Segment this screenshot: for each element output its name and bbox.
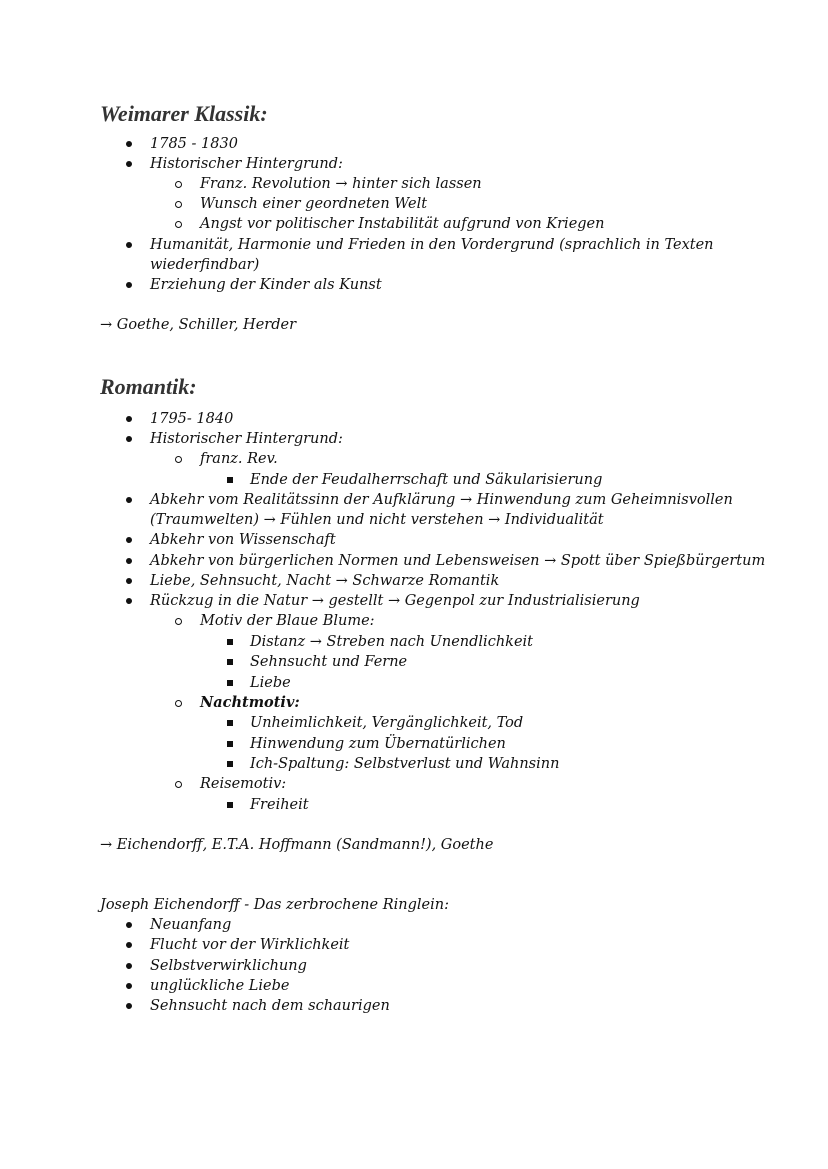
bullet-disc — [126, 537, 132, 543]
bullet-square — [227, 720, 233, 726]
list-item: Angst vor politischer Instabilität aufgrund von Kriegen — [200, 216, 605, 232]
bullet-square — [227, 477, 233, 483]
bullet-circle — [175, 221, 182, 228]
bullet-square — [227, 802, 233, 808]
list-item: Hinwendung zum Übernatürlichen — [250, 736, 506, 752]
list-item: Reisemotiv: — [200, 776, 287, 792]
list-item: Abkehr von bürgerlichen Normen und Lebensweisen → Spott über Spießbürgertum — [150, 553, 766, 569]
list-item: Wunsch einer geordneten Welt — [200, 196, 428, 212]
list-item: Freiheit — [250, 797, 309, 813]
bullet-square — [227, 659, 233, 665]
list-item: Motiv der Blaue Blume: — [200, 613, 375, 629]
list-item: Sehnsucht und Ferne — [250, 654, 408, 670]
list-item: Ende der Feudalherrschaft und Säkularisierung — [250, 472, 603, 488]
list-item: Historischer Hintergrund: — [150, 156, 343, 172]
list-item: Liebe, Sehnsucht, Nacht → Schwarze Romantik — [150, 573, 500, 589]
bullet-circle — [175, 181, 182, 188]
bullet-disc — [126, 922, 132, 928]
list-item: Abkehr vom Realitätssinn der Aufklärung → Hinwendung zum Geheimnisvollen — [150, 492, 733, 508]
subsection-title-eichendorff: Joseph Eichendorff - Das zerbrochene Ringlein: — [100, 897, 449, 913]
bullet-disc — [126, 416, 132, 422]
list-item: unglückliche Liebe — [150, 978, 290, 994]
list-item-continuation: wiederfindbar) — [150, 257, 260, 273]
bullet-disc — [126, 497, 132, 503]
list-item: 1785 - 1830 — [150, 136, 238, 152]
bullet-disc — [126, 598, 132, 604]
list-item: Neuanfang — [150, 917, 232, 933]
bullet-disc — [126, 942, 132, 948]
bullet-disc — [126, 963, 132, 969]
list-item: Abkehr von Wissenschaft — [150, 532, 336, 548]
bullet-circle — [175, 618, 182, 625]
section-heading-romantik: Romantik: — [100, 374, 197, 399]
authors-line: → Eichendorff, E.T.A. Hoffmann (Sandmann!), Goethe — [100, 837, 494, 853]
list-item: Rückzug in die Natur → gestellt → Gegenpol zur Industrialisierung — [150, 593, 640, 609]
list-item: Erziehung der Kinder als Kunst — [150, 277, 382, 293]
bullet-circle — [175, 201, 182, 208]
list-item: Selbstverwirklichung — [150, 958, 307, 974]
list-item: 1795- 1840 — [150, 411, 234, 427]
bullet-disc — [126, 282, 132, 288]
list-item: Distanz → Streben nach Unendlichkeit — [250, 634, 533, 650]
list-item: Historischer Hintergrund: — [150, 431, 343, 447]
bullet-disc — [126, 242, 132, 248]
bullet-disc — [126, 1003, 132, 1009]
bullet-disc — [126, 436, 132, 442]
bullet-circle — [175, 700, 182, 707]
bullet-square — [227, 761, 233, 767]
bullet-circle — [175, 781, 182, 788]
list-item: Humanität, Harmonie und Frieden in den Vordergrund (sprachlich in Texten — [150, 237, 714, 253]
list-item: franz. Rev. — [200, 451, 278, 467]
bullet-disc — [126, 983, 132, 989]
list-item: Unheimlichkeit, Vergänglichkeit, Tod — [250, 715, 524, 731]
bullet-square — [227, 741, 233, 747]
bullet-circle — [175, 456, 182, 463]
list-item: Liebe — [250, 675, 291, 691]
bullet-disc — [126, 558, 132, 564]
list-item: Sehnsucht nach dem schaurigen — [150, 998, 390, 1014]
bullet-disc — [126, 578, 132, 584]
list-item-bold: Nachtmotiv: — [200, 694, 300, 711]
list-item: Flucht vor der Wirklichkeit — [150, 937, 350, 953]
section-heading-weimarer-klassik: Weimarer Klassik: — [100, 101, 268, 126]
bullet-square — [227, 680, 233, 686]
authors-line: → Goethe, Schiller, Herder — [100, 317, 297, 333]
bullet-square — [227, 639, 233, 645]
list-item: Ich-Spaltung: Selbstverlust und Wahnsinn — [250, 756, 560, 772]
bullet-disc — [126, 161, 132, 167]
list-item-continuation: (Traumwelten) → Fühlen und nicht verstehen → Individualität — [150, 512, 604, 528]
bullet-disc — [126, 141, 132, 147]
list-item: Franz. Revolution → hinter sich lassen — [200, 176, 482, 192]
